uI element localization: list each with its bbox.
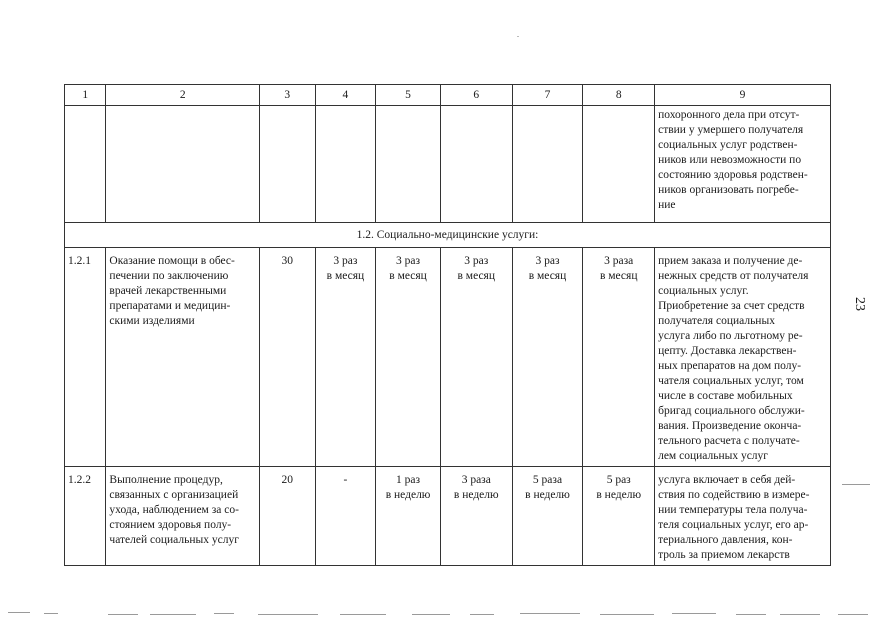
col-header-5: 5	[376, 85, 441, 106]
service-name: Оказание помощи в обес- печении по заключению врачей лекарственными препаратами и медицин- скими изделиями	[106, 248, 260, 467]
table-row	[65, 248, 831, 467]
page-number: 23	[852, 297, 867, 311]
frequency-col8: 5 раз в неделю	[583, 467, 655, 566]
service-value-col3: 20	[260, 467, 316, 566]
cell-empty	[376, 106, 441, 223]
service-number: 1.2.1	[65, 248, 106, 467]
frequency-col5: 3 раз в месяц	[376, 248, 441, 467]
col-header-9: 9	[655, 85, 831, 106]
service-description: похоронного дела при отсут- ствии у умершего получателя социальных услуг родствен- ников или невозможности по состоянию здоровья родствен- ников организовать погребе- ние	[655, 106, 831, 223]
section-row	[65, 223, 831, 248]
col-header-6: 6	[440, 85, 512, 106]
service-description: услуга включает в себя дей- ствия по содействию в измере- нии температуры тела получа- теля социальных услуг, его ар- териального давления, кон- троль за приемом лекарств	[655, 467, 831, 566]
frequency-col4: -	[315, 467, 376, 566]
cell-empty	[512, 106, 583, 223]
cell-empty	[583, 106, 655, 223]
service-name: Выполнение процедур, связанных с организацией ухода, наблюдением за со- стоянием здоровья полу- чателей социальных услуг	[106, 467, 260, 566]
cell-empty	[106, 106, 260, 223]
frequency-col8: 3 раза в месяц	[583, 248, 655, 467]
frequency-col7: 3 раз в месяц	[512, 248, 583, 467]
frequency-col6: 3 раз в месяц	[440, 248, 512, 467]
cell-empty	[440, 106, 512, 223]
col-header-3: 3	[260, 85, 316, 106]
frequency-col7: 5 раза в неделю	[512, 467, 583, 566]
col-header-7: 7	[512, 85, 583, 106]
service-number: 1.2.2	[65, 467, 106, 566]
col-header-4: 4	[315, 85, 376, 106]
service-description: прием заказа и получение де- нежных средств от получателя социальных услуг. Приобретение за счет средств получателя социальных услуга либо по льготному ре- цепту. Доставка лекарствен- ных препаратов на дом полу- чателя социальных услуг, том числе в составе мобильных бригад социального обслужи- вания. Произведение оконча- тельного расчета с получате- лем социальных услуг	[655, 248, 831, 467]
services-table	[64, 84, 831, 566]
frequency-col6: 3 раза в неделю	[440, 467, 512, 566]
frequency-col5: 1 раз в неделю	[376, 467, 441, 566]
table-row-continuation	[65, 106, 831, 223]
service-value-col3: 30	[260, 248, 316, 467]
table-row	[65, 467, 831, 566]
cell-empty	[315, 106, 376, 223]
cell-empty	[65, 106, 106, 223]
section-title: 1.2. Социально-медицинские услуги:	[65, 223, 831, 248]
col-header-2: 2	[106, 85, 260, 106]
frequency-col4: 3 раз в месяц	[315, 248, 376, 467]
scan-speck	[517, 36, 519, 37]
cell-empty	[260, 106, 316, 223]
col-header-8: 8	[583, 85, 655, 106]
col-header-1: 1	[65, 85, 106, 106]
column-number-row	[65, 85, 831, 106]
